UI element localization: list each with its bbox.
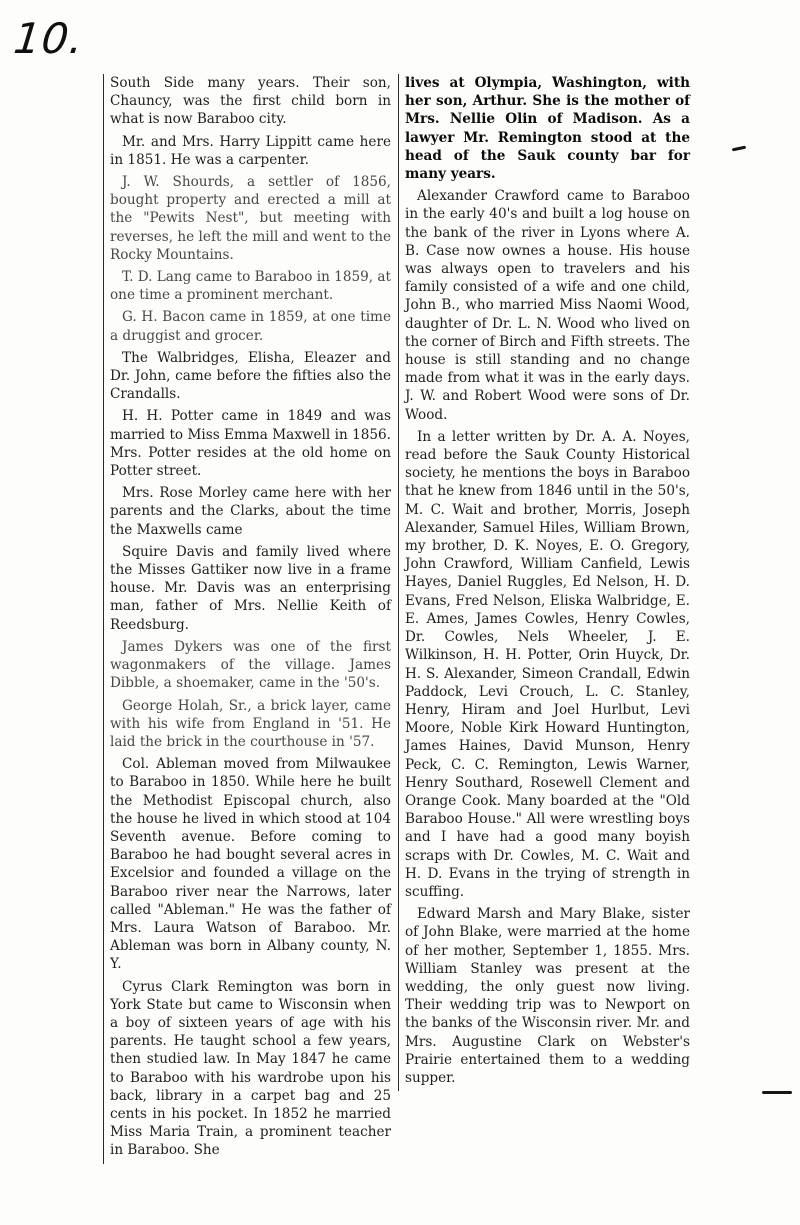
paragraph-holah: George Holah, Sr., a brick layer, came with his wife from England in '51. He laid the brick in the courthouse in '57. [110, 697, 391, 750]
paragraph-dykers: James Dykers was one of the first wagonmakers of the village. James Dibble, a shoemaker, came in the '50's. [110, 638, 391, 692]
paragraph-marsh-blake: Edward Marsh and Mary Blake, sister of John Blake, were married at the home of her mother, September 1, 1855. Mrs. William Stanley was present at the wedding, the only guest now living. Their wedding trip was to Newport on the banks of the Wisconsin river. Mr. and Mrs. Augustine Clark on Webster's Prairie entertained them to a wedding supper. [405, 906, 690, 1086]
paragraph-remington: Cyrus Clark Remington was born in York State but came to Wisconsin when a boy of sixteen years of age with his parents. He taught school a few years, then studied law. In May 1847 he came to Baraboo with his wardrobe upon his back, library in a carpet bag and 25 cents in his pocket. In 1852 he married Miss Maria Train, a prominent teacher in Baraboo. She [110, 978, 391, 1159]
paragraph-chauncy: South Side many years. Their son, Chauncy, was the first child born in what is now Baraboo city. [110, 75, 391, 128]
paragraph-lang: T. D. Lang came to Baraboo in 1859, at one time a prominent merchant. [110, 269, 391, 304]
paragraph-noyes-letter: In a letter written by Dr. A. A. Noyes, read before the Sauk County Historical society, he mentions the boys in Baraboo that he knew from 1846 until in the 50's, M. C. Wait and brother, Morris, Joseph Alexander, Samuel Hiles, William Brown, my brother, D. K. Noyes, E. O. Gregory, John Crawford, William Canfield, Lewis Hayes, Daniel Ruggles, Ed Nelson, H. D. Evans, Fred Nelson, Eliska Walbridge, E. E. Ames, James Cowles, Henry Cowles, Dr. Cowles, Nels Wheeler, J. E. Wilkinson, H. H. Potter, Orin Huyck, Dr. H. S. Alexander, Simeon Crandall, Edwin Paddock, Levi Crouch, L. C. Stanley, Henry, Hiram and Joel Hurlbut, Levi Moore, Noble Kirk Howard Huntington, James Haines, David Munson, Henry Peck, C. C. Remington, Lewis Warner, Henry Southard, Rosewell Clement and Orange Cook. Many boarded at the "Old Baraboo House." All were wrestling boys and I have had a good many boyish scraps with Dr. Cowles, M. C. Wait and H. D. Evans in the trying of strength in scuffing. [405, 428, 690, 900]
paragraph-shourds: J. W. Shourds, a settler of 1856, bought property and erected a mill at the "Pewits Nest", but meeting with reverses, he left the mill and went to the Rocky Mountains. [110, 174, 391, 263]
paragraph-remington-continued: lives at Olympia, Washington, with her son, Arthur. She is the mother of Mrs. Nellie Olin of Madison. As a lawyer Mr. Remington stood at the head of the Sauk county bar for many years. [405, 75, 690, 183]
paragraph-morley: Mrs. Rose Morley came here with her parents and the Clarks, about the time the Maxwells came [110, 485, 391, 538]
paragraph-bacon: G. H. Bacon came in 1859, at one time a druggist and grocer. [110, 309, 391, 344]
margin-mark [732, 146, 746, 152]
paragraph-lippitt: Mr. and Mrs. Harry Lippitt came here in 1851. He was a carpenter. [110, 133, 391, 168]
margin-mark [762, 1091, 792, 1094]
page-number: 10. [11, 14, 87, 63]
paragraph-crawford: Alexander Crawford came to Baraboo in the early 40's and built a log house on the bank of the river in Lyons where A. B. Case now ownes a house. His house was always open to travelers and his family consisted of a wife and one child, John B., who married Miss Naomi Wood, daughter of Dr. L. N. Wood who lived on the corner of Birch and Fifth streets. The house is still standing and no change made from what it was in the early days. J. W. and Robert Wood were sons of Dr. Wood. [405, 188, 690, 423]
paragraph-ableman: Col. Ableman moved from Milwaukee to Baraboo in 1850. While here he built the Methodist Episcopal church, also the house he lived in which stood at 104 Seventh avenue. Before coming to Baraboo he had bought several acres in Excelsior and founded a village on the Baraboo river near the Narrows, later called "Ableman." He was the father of Mrs. Laura Watson of Baraboo. Mr. Ableman was born in Albany county, N. Y. [110, 756, 391, 973]
paragraph-potter: H. H. Potter came in 1849 and was married to Miss Emma Maxwell in 1856. Mrs. Potter resides at the old home on Potter street. [110, 408, 391, 480]
right-column [398, 74, 690, 1091]
paragraph-davis: Squire Davis and family lived where the Misses Gattiker now live in a frame house. Mr. Davis was an enterprising man, father of Mrs. Nellie Keith of Reedsburg. [110, 543, 391, 633]
paragraph-walbridges: The Walbridges, Elisha, Eleazer and Dr. John, came before the fifties also the Crandalls. [110, 349, 391, 403]
left-column [103, 74, 391, 1164]
